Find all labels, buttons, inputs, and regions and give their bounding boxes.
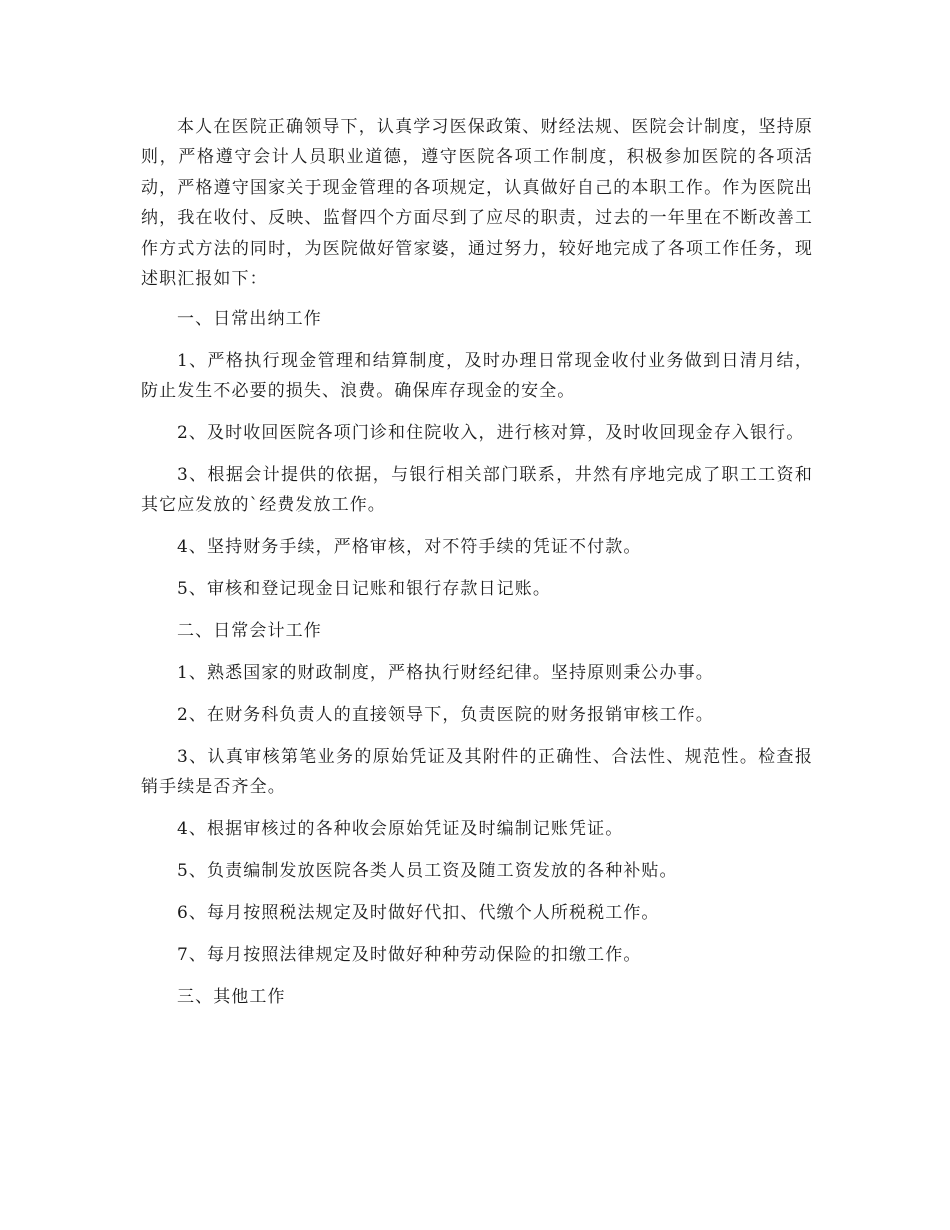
section-2-item-4: 4、根据审核过的各种收会原始凭证及时编制记账凭证。 <box>177 819 624 840</box>
section-heading-3: 三、其他工作 <box>177 987 286 1008</box>
section-1-item-5: 5、审核和登记现金日记账和银行存款日记账。 <box>177 579 551 600</box>
section-1-item-2: 2、及时收回医院各项门诊和住院收入，进行核对算，及时收回现金存入银行。 <box>177 423 805 444</box>
section-2-item-5: 5、负责编制发放医院各类人员工资及随工资发放的各种补贴。 <box>177 861 678 882</box>
section-2-item-3: 3、认真审核第笔业务的原始凭证及其附件的正确性、合法性、规范性。检查报销手续是否齐全。 <box>141 747 813 798</box>
section-2-item-2: 2、在财务科负责人的直接领导下，负责医院的财务报销审核工作。 <box>177 705 714 726</box>
section-2-item-6: 6、每月按照税法规定及时做好代扣、代缴个人所税税工作。 <box>177 903 660 924</box>
document-page <box>141 112 813 1024</box>
section-1-item-4: 4、坚持财务手续，严格审核，对不符手续的凭证不付款。 <box>177 537 642 558</box>
section-heading-1: 一、日常出纳工作 <box>177 309 322 330</box>
section-heading-2: 二、日常会计工作 <box>177 621 322 642</box>
section-1-item-1: 1、严格执行现金管理和结算制度，及时办理日常现金收付业务做到日清月结，防止发生不必要的损失、浪费。确保库存现金的安全。 <box>141 351 813 402</box>
intro-paragraph: 本人在医院正确领导下，认真学习医保政策、财经法规、医院会计制度，坚持原则，严格遵守会计人员职业道德，遵守医院各项工作制度，积极参加医院的各项活动，严格遵守国家关于现金管理的各项规定，认真做好自己的本职工作。作为医院出纳，我在收付、反映、监督四个方面尽到了应尽的职责，过去的一年里在不断改善工作方式方法的同时，为医院做好管家婆，通过努力，较好地完成了各项工作任务，现述职汇报如下： <box>141 117 813 290</box>
section-2-item-7: 7、每月按照法律规定及时做好种种劳动保险的扣缴工作。 <box>177 945 642 966</box>
section-1-item-3: 3、根据会计提供的依据，与银行相关部门联系，井然有序地完成了职工工资和其它应发放的`经费发放工作。 <box>141 465 813 516</box>
section-2-item-1: 1、熟悉国家的财政制度，严格执行财经纪律。坚持原则秉公办事。 <box>177 663 714 684</box>
